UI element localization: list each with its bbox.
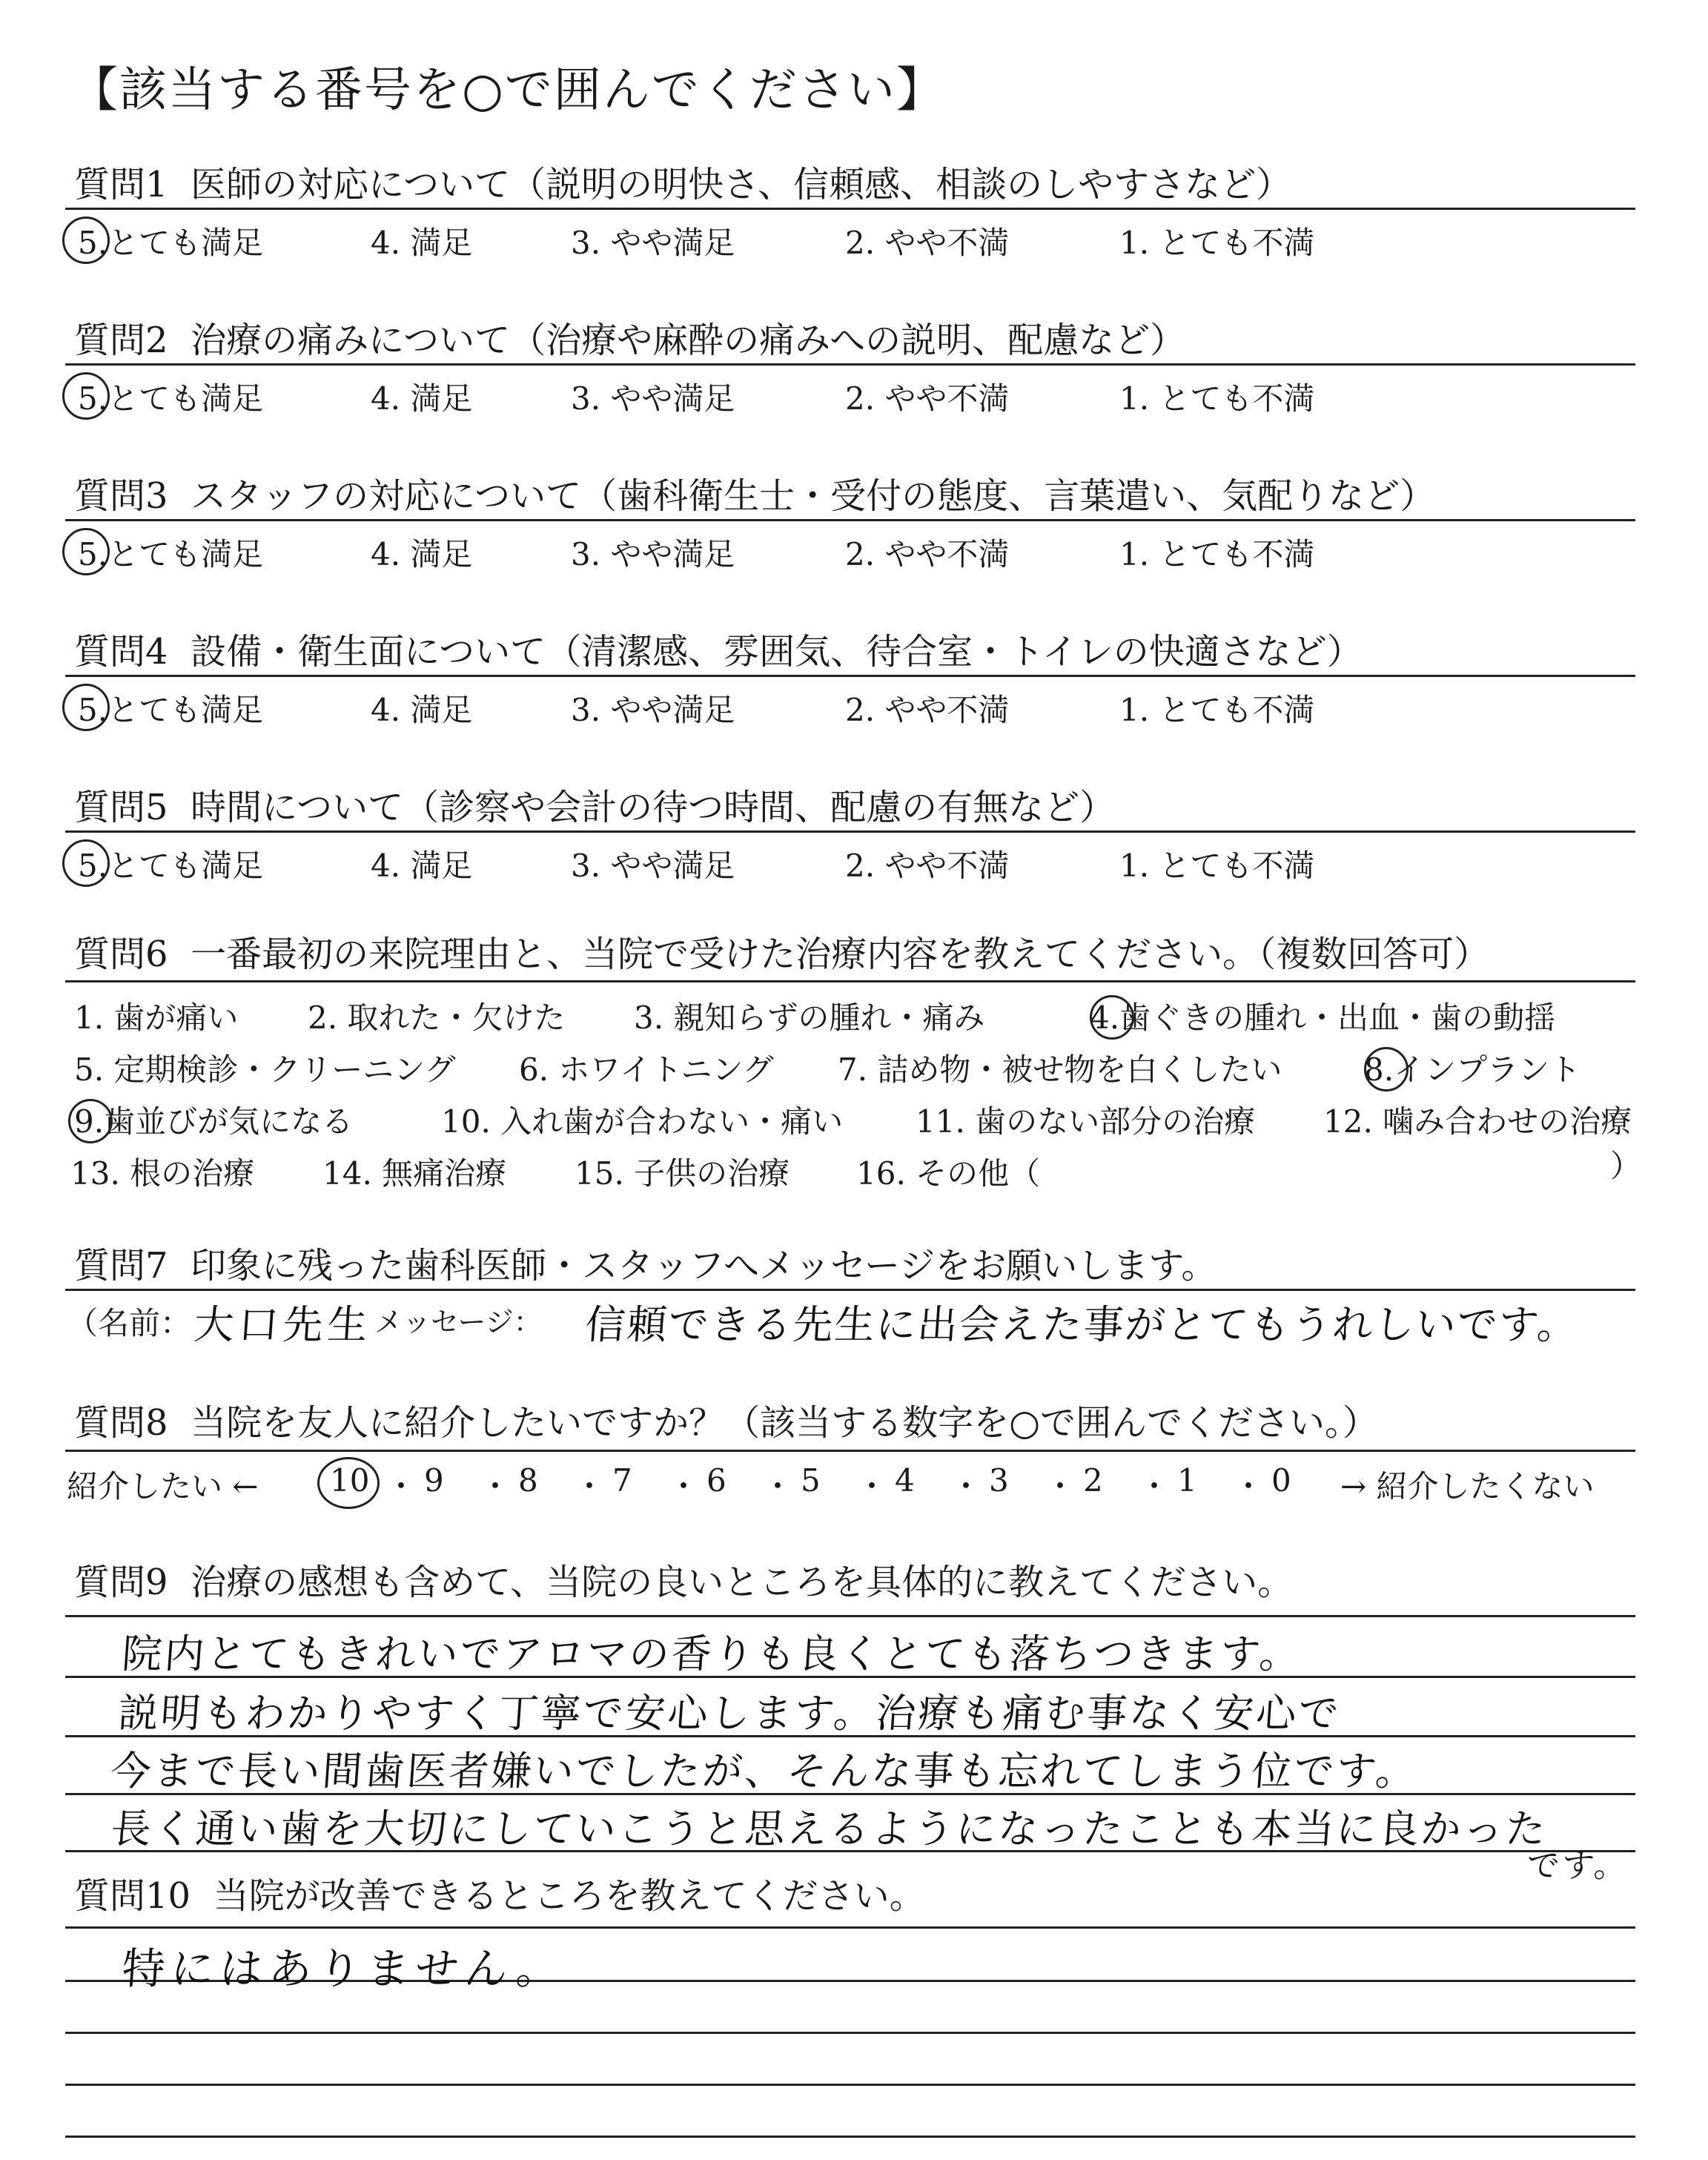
q10-title: [74, 1867, 925, 1918]
handwritten-answer: 長く通い歯を大切にしていこうと思えるようになったことも本当に良かった: [109, 1806, 1549, 1852]
scale-number: 3: [989, 1462, 1009, 1499]
q6-option: 5. 定期検診・クリーニング: [74, 1051, 456, 1088]
q9-title: [74, 1553, 1293, 1605]
question-label: 質問2: [74, 320, 168, 361]
scale-number: 10: [330, 1462, 370, 1499]
q6-option: 12. 噛み合わせの治療: [1323, 1103, 1632, 1140]
answer-rule: [65, 1926, 1635, 1929]
selected-circle: [62, 372, 110, 420]
q7-title: [74, 1237, 1217, 1288]
answer-rule: [65, 1615, 1635, 1617]
handwritten-answer: 院内とてもきれいでアロマの香りも良くとても落ちつきます。: [120, 1631, 1304, 1677]
q6-option: 3. 親知らずの腫れ・痛み: [634, 1000, 985, 1036]
q9-label: 質問9: [74, 1562, 168, 1603]
question-label: 質問3: [74, 475, 168, 517]
rating-option: 4. 満足: [371, 848, 473, 884]
scale-dot: ・: [1233, 1468, 1265, 1505]
q7-rule: [65, 1289, 1635, 1291]
question-rule: [65, 830, 1635, 833]
q6-option: 7. 詰め物・被せ物を白くしたい: [838, 1051, 1282, 1088]
rating-option: 1. とても不満: [1119, 380, 1315, 417]
rating-option: 5.とても満足: [78, 848, 264, 884]
rating-option: 4. 満足: [371, 380, 473, 417]
question-title: [74, 623, 1363, 674]
rating-option: 2. やや不満: [845, 692, 1010, 728]
question-text: 時間について（診察や会計の待つ時間、配慮の有無など）: [191, 787, 1116, 828]
selected-circle: [62, 217, 110, 264]
question-label: 質問5: [74, 787, 168, 828]
rating-option: 2. やや不満: [845, 848, 1010, 884]
answer-rule: [65, 2032, 1635, 2034]
q8-text: 当院を友人に紹介したいですか？（該当する数字を○で囲んでください。）: [191, 1402, 1378, 1444]
q7-message-label: メッセージ：: [374, 1306, 542, 1338]
page-title: 【該当する番号を○で囲んでください】: [70, 63, 945, 118]
q9-text: 治療の感想も含めて、当院の良いところを具体的に教えてください。: [191, 1562, 1294, 1603]
scale-number: 6: [706, 1462, 726, 1499]
question-rule: [65, 363, 1635, 366]
q10-text: 当院が改善できるところを教えてください。: [213, 1875, 925, 1917]
selected-circle: [1090, 995, 1134, 1040]
rating-option: 1. とても不満: [1119, 536, 1315, 572]
q7-name-label: （名前：: [67, 1305, 192, 1341]
rating-option: 3. やや満足: [571, 536, 735, 572]
q7-text: 印象に残った歯科医師・スタッフへメッセージをお願いします。: [191, 1245, 1217, 1287]
rating-option: 3. やや満足: [571, 225, 735, 261]
answer-rule: [65, 2136, 1635, 2138]
q8-left-label: 紹介したい ←: [67, 1468, 259, 1505]
q6-text: 一番最初の来院理由と、当院で受けた治療内容を教えてください。（複数回答可）: [191, 934, 1490, 975]
selected-circle: [62, 528, 110, 575]
selected-circle: [1364, 1047, 1409, 1091]
q6-option: 15. 子供の治療: [575, 1155, 790, 1192]
q6-option: 9.歯並びが気になる: [74, 1103, 354, 1140]
rating-option: 3. やや満足: [571, 380, 735, 417]
q7-label: 質問7: [74, 1245, 168, 1287]
q6-option: 11. 歯のない部分の治療: [916, 1103, 1256, 1140]
question-label: 質問4: [74, 631, 168, 673]
handwritten-answer: 特にはありません。: [120, 1943, 567, 1994]
q7-message-value: 信頼できる先生に出会えた事がとてもうれしいです。: [583, 1301, 1580, 1348]
q6-option: 2. 取れた・欠けた: [308, 1000, 566, 1036]
handwritten-answer: 説明もわかりやすく丁寧で安心します。治療も痛む事なく安心で: [116, 1690, 1343, 1737]
rating-option: 5.とても満足: [78, 225, 264, 261]
scale-number: 0: [1271, 1462, 1291, 1499]
rating-option: 5.とても満足: [78, 692, 264, 728]
q6-rule: [65, 980, 1635, 982]
scale-dot: ・: [1139, 1468, 1171, 1505]
q6-title: [74, 925, 1489, 977]
scale-dot: ・: [950, 1468, 982, 1505]
selected-circle: [62, 684, 110, 731]
rating-option: 2. やや不満: [845, 225, 1010, 261]
rating-option: 1. とても不満: [1119, 225, 1315, 261]
rating-option: 5.とても満足: [78, 536, 264, 572]
scale-number: 9: [424, 1462, 444, 1499]
question-text: 治療の痛みについて（治療や麻酔の痛みへの説明、配慮など）: [191, 320, 1186, 361]
question-title: [74, 156, 1291, 207]
q10-label: 質問10: [74, 1875, 191, 1917]
q6-option: 13. 根の治療: [70, 1155, 255, 1192]
scale-dot: ・: [668, 1468, 700, 1505]
handwritten-answer: です。: [1525, 1847, 1630, 1885]
question-title: [74, 467, 1435, 518]
rating-option: 4. 満足: [371, 692, 473, 728]
scale-dot: ・: [1045, 1468, 1076, 1505]
scale-dot: ・: [385, 1468, 417, 1505]
scale-dot: ・: [856, 1468, 888, 1505]
question-rule: [65, 675, 1635, 677]
rating-option: 4. 満足: [371, 225, 473, 261]
scale-number: 4: [895, 1462, 915, 1499]
scale-number: 8: [518, 1462, 538, 1499]
q6-close-paren: ）: [1610, 1148, 1642, 1184]
q8-title: [74, 1394, 1378, 1445]
q8-right-label: → 紹介したくない: [1340, 1468, 1595, 1505]
q6-option: 16. その他（: [856, 1155, 1041, 1192]
question-rule: [65, 519, 1635, 521]
question-text: 医師の対応について（説明の明快さ、信頼感、相談のしやすさなど）: [191, 164, 1292, 205]
rating-option: 1. とても不満: [1119, 848, 1315, 884]
rating-option: 2. やや不満: [845, 380, 1010, 417]
question-text: スタッフの対応について（歯科衛生士・受付の態度、言葉遣い、気配りなど）: [191, 475, 1436, 517]
scale-number: 5: [801, 1462, 821, 1499]
q6-option: 6. ホワイトニング: [519, 1051, 774, 1088]
answer-rule: [65, 2084, 1635, 2086]
rating-option: 2. やや不満: [845, 536, 1010, 572]
selected-circle: [68, 1099, 113, 1143]
rating-option: 3. やや満足: [571, 848, 735, 884]
scale-dot: ・: [762, 1468, 794, 1505]
q6-option: 4.歯ぐきの腫れ・出血・歯の動揺: [1090, 1000, 1556, 1036]
rating-option: 4. 満足: [371, 536, 473, 572]
scale-number: 2: [1083, 1462, 1103, 1499]
handwritten-answer: 今まで長い間歯医者嫌いでしたが、そんな事も忘れてしまう位です。: [109, 1748, 1420, 1794]
scale-number: 7: [612, 1462, 632, 1499]
question-rule: [65, 208, 1635, 210]
q8-rule: [65, 1450, 1635, 1452]
q6-label: 質問6: [74, 934, 168, 975]
rating-option: 3. やや満足: [571, 692, 735, 728]
q6-option: 10. 入れ歯が合わない・痛い: [441, 1103, 844, 1140]
q6-option: 1. 歯が痛い: [74, 1000, 239, 1036]
question-label: 質問1: [74, 164, 168, 205]
rating-option: 5.とても満足: [78, 380, 264, 417]
q8-label: 質問8: [74, 1402, 168, 1444]
q6-option: 14. 無痛治療: [322, 1155, 507, 1192]
selected-circle: [317, 1457, 380, 1509]
question-title: [74, 779, 1115, 830]
scale-dot: ・: [480, 1468, 512, 1505]
question-text: 設備・衛生面について（清潔感、雰囲気、待合室・トイレの快適さなど）: [191, 631, 1363, 673]
scale-dot: ・: [574, 1468, 606, 1505]
scale-number: 1: [1177, 1462, 1197, 1499]
q6-option: 8.インプラント: [1364, 1051, 1581, 1088]
rating-option: 1. とても不満: [1119, 692, 1315, 728]
question-title: [74, 311, 1185, 363]
selected-circle: [62, 839, 110, 887]
q7-name-value: 大口先生: [192, 1301, 374, 1348]
